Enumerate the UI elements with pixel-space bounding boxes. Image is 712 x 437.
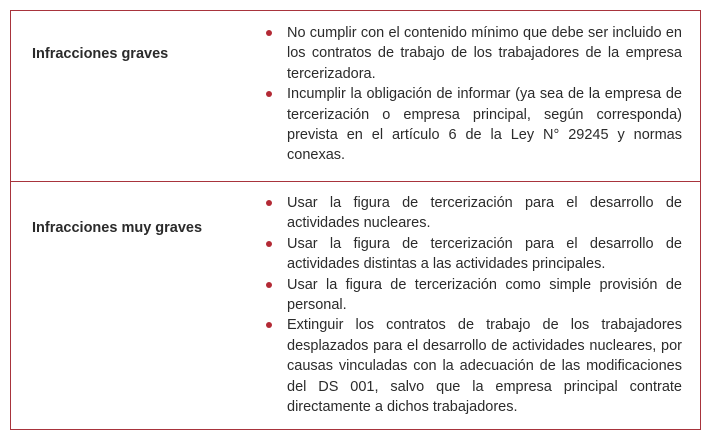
list-item (263, 234, 682, 275)
list-item-text: No cumplir con el contenido mínimo que debe ser incluido en los contratos de trabajo de los trabajadores de la empresa tercerizadora. (287, 25, 682, 82)
list-item-text: Usar la figura de tercerización para el desarrollo de actividades nucleares. (287, 195, 682, 232)
list-item (263, 275, 682, 316)
list-item (263, 315, 682, 417)
bullet-icon (266, 91, 272, 97)
list-item (263, 84, 682, 166)
list-item-text: Usar la figura de tercerización como simple provisión de personal. (287, 276, 682, 314)
list-item (263, 193, 682, 234)
infraction-list (263, 23, 682, 166)
bullet-icon (266, 241, 272, 247)
bullet-icon (266, 30, 272, 36)
table-row-graves (11, 11, 700, 182)
row-label: Infracciones muy graves (32, 220, 203, 236)
bullet-icon (266, 200, 272, 206)
infraction-list (263, 193, 682, 417)
row-label: Infracciones graves (32, 46, 169, 62)
list-item-text: Extinguir los contratos de trabajo de los trabajadores desplazados para el desarrollo de actividades nucleares, por causas vinculadas con la adecuación de las modificaciones del DS 001, salvo que la empresa principal contrate directamente a dichos trabajadores. (287, 317, 682, 416)
table-row-muy-graves (11, 182, 700, 429)
infractions-table (10, 10, 701, 430)
list-item-text: Incumplir la obligación de informar (ya sea de la empresa de tercerización o empresa principal, según corresponda) prevista en el artículo 6 de la Ley N° 29245 y normas conexas. (287, 86, 682, 164)
list-item (263, 23, 682, 84)
list-item-text: Usar la figura de tercerización para el desarrollo de actividades distintas a las actividades principales. (287, 235, 682, 273)
bullet-icon (266, 322, 272, 328)
bullet-icon (266, 282, 272, 288)
